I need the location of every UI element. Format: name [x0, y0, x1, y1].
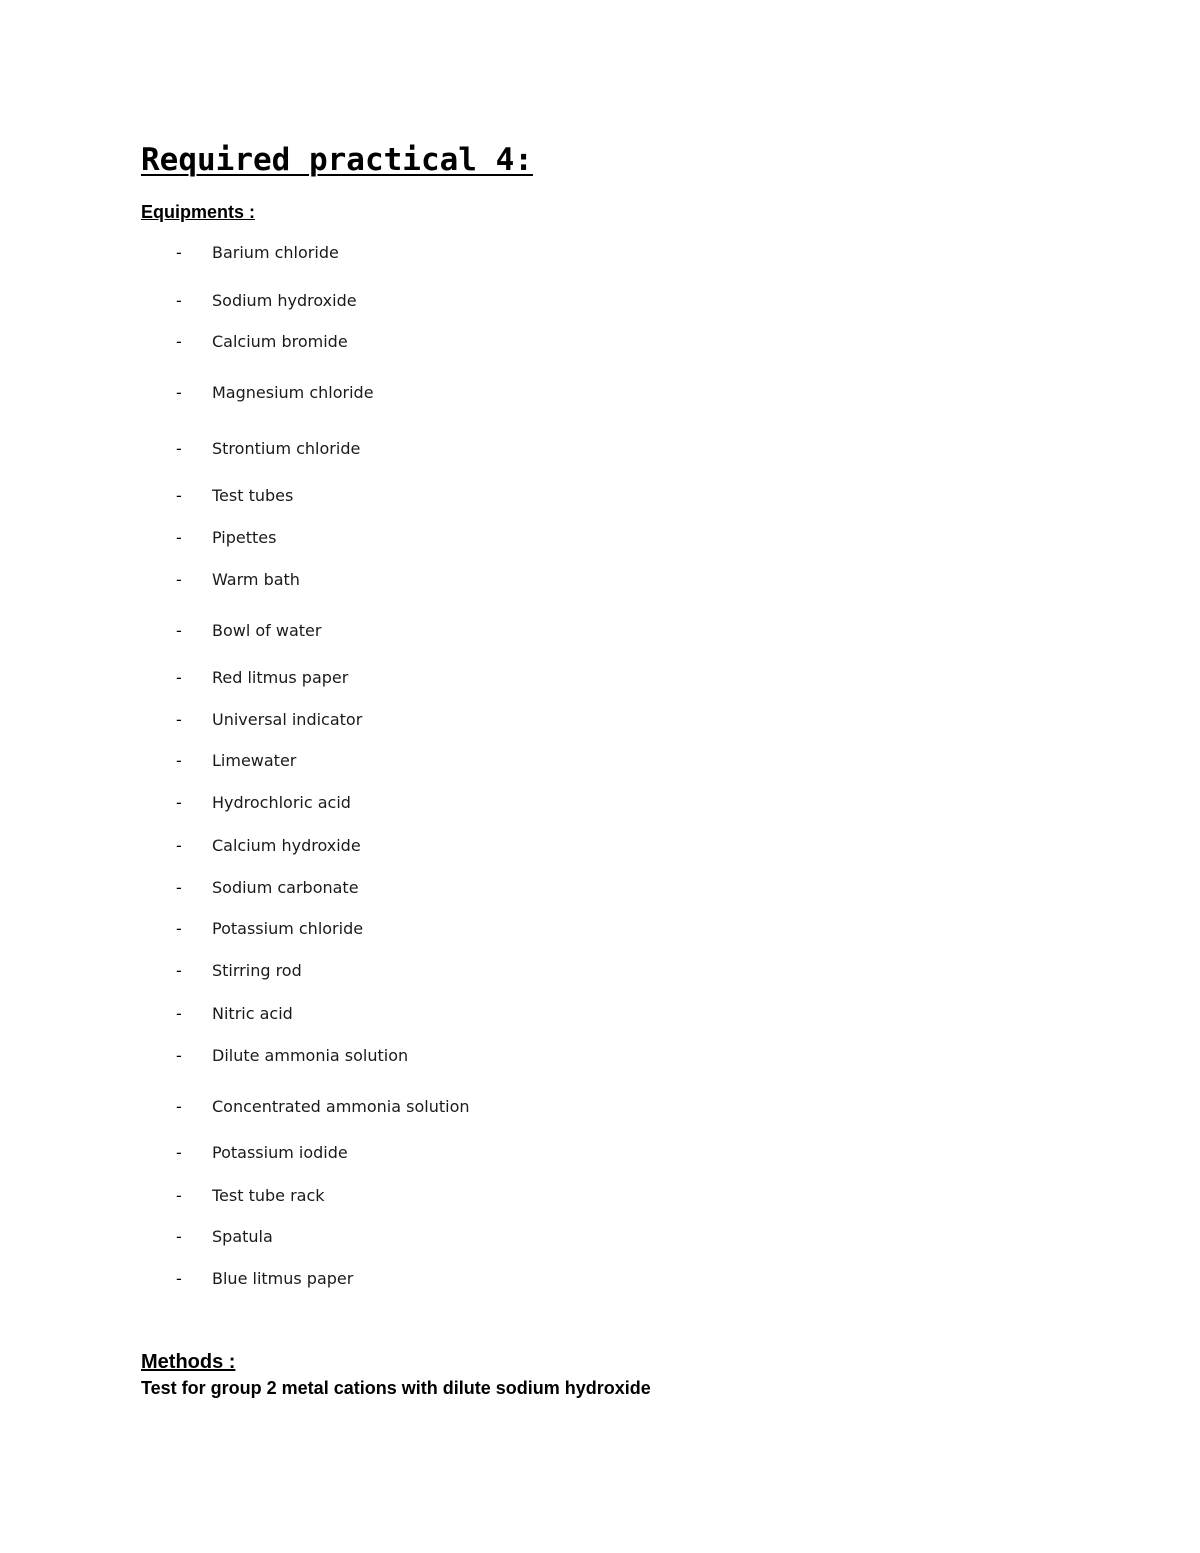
list-item — [0, 1045, 1200, 1069]
list-item — [0, 1226, 1200, 1250]
list-item-label: Magnesium chloride — [212, 383, 374, 402]
list-item-label: Strontium chloride — [212, 439, 361, 458]
list-bullet: - — [176, 878, 182, 897]
methods-subheading: Test for group 2 metal cations with dilute sodium hydroxide — [141, 1378, 651, 1398]
list-item — [0, 877, 1200, 901]
list-bullet: - — [176, 1143, 182, 1162]
list-item — [0, 835, 1200, 859]
list-bullet: - — [176, 291, 182, 310]
equipment-heading: Equipments : — [141, 202, 256, 222]
methods-heading: Methods : — [141, 1351, 236, 1373]
list-bullet: - — [176, 836, 182, 855]
list-item — [0, 667, 1200, 691]
list-item-label: Universal indicator — [212, 710, 363, 729]
list-item-label: Pipettes — [212, 528, 277, 547]
list-item-label: Potassium chloride — [212, 919, 364, 938]
list-bullet: - — [176, 919, 182, 938]
list-bullet: - — [176, 383, 182, 402]
list-item-label: Bowl of water — [212, 621, 322, 640]
list-item — [0, 331, 1200, 355]
list-bullet: - — [176, 1227, 182, 1246]
list-item — [0, 382, 1200, 406]
list-item-label: Stirring rod — [212, 961, 302, 980]
list-item — [0, 620, 1200, 644]
list-item-label: Test tube rack — [212, 1186, 325, 1205]
list-item — [0, 918, 1200, 942]
list-item — [0, 569, 1200, 593]
list-item-label: Warm bath — [212, 570, 300, 589]
list-bullet: - — [176, 961, 182, 980]
list-bullet: - — [176, 1046, 182, 1065]
list-item-label: Hydrochloric acid — [212, 793, 351, 812]
list-item — [0, 960, 1200, 984]
list-item-label: Calcium bromide — [212, 332, 348, 351]
list-item-label: Sodium hydroxide — [212, 291, 357, 310]
list-item — [0, 1096, 1200, 1120]
list-item-label: Barium chloride — [212, 243, 339, 262]
list-item — [0, 527, 1200, 551]
list-bullet: - — [176, 1269, 182, 1288]
list-item-label: Calcium hydroxide — [212, 836, 361, 855]
list-bullet: - — [176, 243, 182, 262]
list-bullet: - — [176, 439, 182, 458]
list-bullet: - — [176, 751, 182, 770]
list-item — [0, 792, 1200, 816]
list-item — [0, 1142, 1200, 1166]
list-item-label: Potassium iodide — [212, 1143, 348, 1162]
list-item-label: Sodium carbonate — [212, 878, 359, 897]
list-bullet: - — [176, 1004, 182, 1023]
list-item-label: Red litmus paper — [212, 668, 349, 687]
list-item-label: Spatula — [212, 1227, 273, 1246]
page-title: Required practical 4: — [141, 142, 533, 178]
list-item-label: Test tubes — [212, 486, 294, 505]
list-item-label: Nitric acid — [212, 1004, 293, 1023]
list-item-label: Dilute ammonia solution — [212, 1046, 409, 1065]
list-item — [0, 1003, 1200, 1027]
list-item — [0, 438, 1200, 462]
list-bullet: - — [176, 332, 182, 351]
list-bullet: - — [176, 486, 182, 505]
list-item — [0, 290, 1200, 314]
list-bullet: - — [176, 570, 182, 589]
list-item-label: Limewater — [212, 751, 297, 770]
list-item — [0, 1268, 1200, 1292]
list-item — [0, 1185, 1200, 1209]
list-item — [0, 750, 1200, 774]
list-bullet: - — [176, 1097, 182, 1116]
list-item — [0, 242, 1200, 266]
list-bullet: - — [176, 668, 182, 687]
list-bullet: - — [176, 621, 182, 640]
list-bullet: - — [176, 1186, 182, 1205]
list-bullet: - — [176, 793, 182, 812]
list-item — [0, 485, 1200, 509]
list-bullet: - — [176, 528, 182, 547]
list-item-label: Blue litmus paper — [212, 1269, 354, 1288]
list-bullet: - — [176, 710, 182, 729]
list-item-label: Concentrated ammonia solution — [212, 1097, 470, 1116]
list-item — [0, 709, 1200, 733]
